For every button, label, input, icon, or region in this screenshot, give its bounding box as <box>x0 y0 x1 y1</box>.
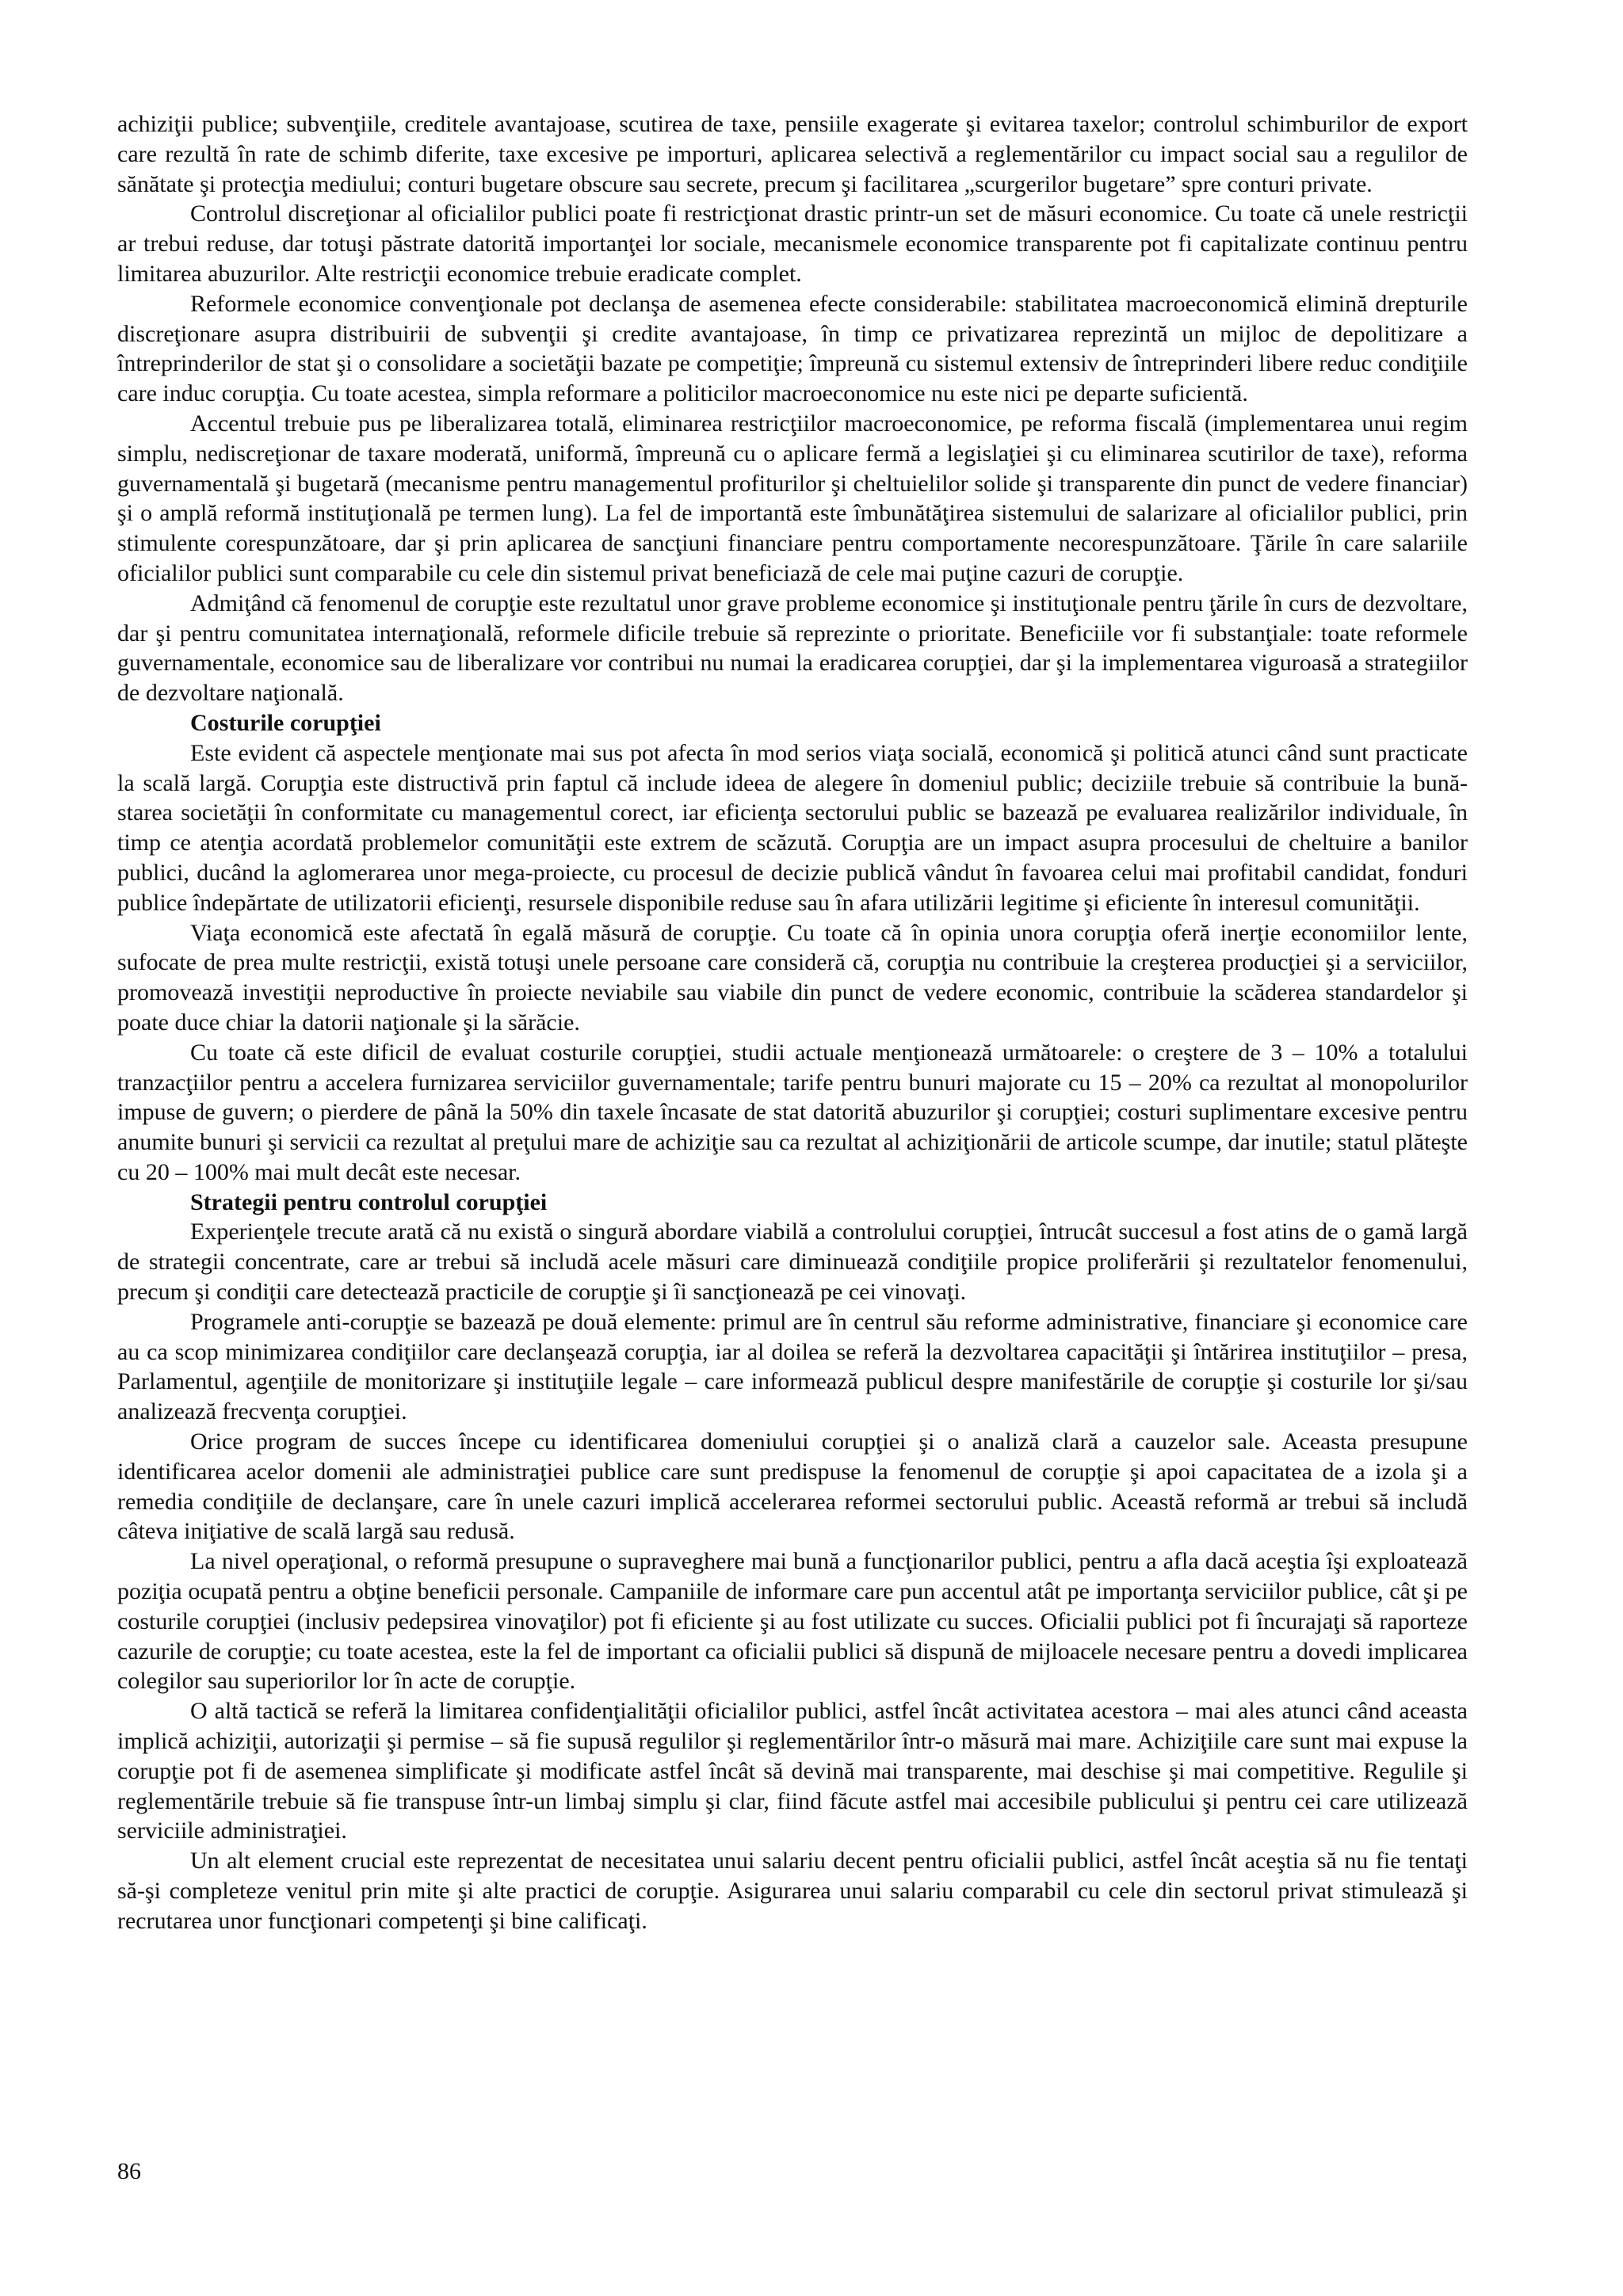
paragraph: Admiţând că fenomenul de corupţie este rezultatul unor grave probleme economice şi instituţionale pentru ţările în curs de dezvoltare, dar şi pentru comunitatea internaţională, reformele dificile trebuie să reprezinte o prioritate. Beneficiile vor fi substanţiale: toate reformele guvernamentale, economice sau de liberalizare vor contribui nu numai la eradicarea corupţiei, dar şi la implementarea viguroasă a strategiilor de dezvoltare naţională. <box>117 589 1468 707</box>
paragraph: Viaţa economică este afectată în egală măsură de corupţie. Cu toate că în opinia unora corupţia oferă inerţie economiilor lente, sufocate de prea multe restricţii, există totuşi unele persoane care consideră că, corupţia nu contribuie la creşterea producţiei şi a serviciilor, promovează investiţii neproductive în proiecte neviabile sau viabile din punct de vedere economic, contribuie la scăderea standardelor şi poate duce chiar la datorii naţionale şi la sărăcie. <box>117 919 1468 1035</box>
paragraph: Accentul trebuie pus pe liberalizarea totală, eliminarea restricţiilor macroeconomice, pe reforma fiscală (implementarea unui regim simplu, nediscreţionar de taxare moderată, uniformă, împreună cu o aplicare fermă a legislaţiei şi cu eliminarea scutirilor de taxe), reforma guvernamentală şi bugetară (mecanisme pentru managementul profiturilor şi cheltuielilor solide şi transparente din punct de vedere financiar) şi o amplă reformă instituţională pe termen lung). La fel de importantă este îmbunătăţirea sistemului de salarizare al oficialilor publici, prin stimulente corespunzătoare, dar şi prin aplicarea de sancţiuni financiare pentru comportamente necorespunzătoare. Ţările în care salariile oficialilor publici sunt comparabile cu cele din sistemul privat beneficiază de cele mai puţine cazuri de corupţie. <box>117 410 1468 586</box>
paragraph: O altă tactică se referă la limitarea confidenţialităţii oficialilor publici, astfel încât activitatea acestora – mai ales atunci când aceasta implică achiziţii, autorizaţii şi permise – să fie supusă regulilor şi reglementărilor într-o măsură mai mare. Achiziţiile care sunt mai expuse la corupţie pot fi de asemenea simplificate şi modificate astfel încât să devină mai transparente, mai deschise şi mai competitive. Regulile şi reglementările trebuie să fie transpuse într-un limbaj simplu şi clar, fiind făcute astfel mai accesibile publicului şi pentru cei care utilizează serviciile administraţiei. <box>117 1698 1468 1844</box>
paragraph: Reformele economice convenţionale pot declanşa de asemenea efecte considerabile: stabilitatea macroeconomică elimină drepturile discreţionare asupra distribuirii de subvenţii şi credite avantajoase, în timp ce privatizarea reprezintă un mijloc de depolitizare a întreprinderilor de stat şi o consolidare a societăţii bazate pe competiţie; împreună cu sistemul extensiv de întreprinderi libere reduc condiţiile care induc corupţia. Cu toate acestea, simpla reformare a politicilor macroeconomice nu este nici pe departe suficientă. <box>117 290 1468 407</box>
section-heading: Costurile corupţiei <box>190 709 381 736</box>
paragraph: Cu toate că este dificil de evaluat costurile corupţiei, studii actuale menţionează următoarele: o creştere de 3 – 10% a totalului tranzacţiilor pentru a accelera furnizarea serviciilor guvernamentale; tarife pentru bunuri majorate cu 15 – 20% ca rezultat al monopolurilor impuse de guvern; o pierdere de până la 50% din taxele încasate de stat datorită abuzurilor şi corupţiei; costuri suplimentare excesive pentru anumite bunuri şi servicii ca rezultat al preţului mare de achiziţie sau ca rezultat al achiziţionării de articole scumpe, dar inutile; statul plăteşte cu 20 – 100% mai mult decât este necesar. <box>117 1039 1468 1185</box>
paragraph: Programele anti-corupţie se bazează pe două elemente: primul are în centrul său reforme administrative, financiare şi economice care au ca scop minimizarea condiţiilor care declanşează corupţia, iar al doilea se referă la dezvoltarea capacităţii şi întărirea instituţiilor – presa, Parlamentul, agenţiile de monitorizare şi instituţiile legale – care informează publicul despre manifestările de corupţie şi costurile lor şi/sau analizează frecvenţa corupţiei. <box>117 1308 1468 1425</box>
paragraph: La nivel operaţional, o reformă presupune o supraveghere mai bună a funcţionarilor publici, pentru a afla dacă aceştia îşi exploatează poziţia ocupată pentru a obţine beneficii personale. Campaniile de informare care pun accentul atât pe importanţa serviciilor publice, cât şi pe costurile corupţiei (inclusiv pedepsirea vinovaţilor) pot fi eficiente şi au fost utilizate cu succes. Oficialii publici pot fi încurajaţi să raporteze cazurile de corupţie; cu toate acestea, este la fel de important ca oficialii publici să dispună de mijloacele necesare pentru a dovedi implicarea colegilor sau superiorilor lor în acte de corupţie. <box>117 1548 1468 1695</box>
section-heading: Strategii pentru controlul corupţiei <box>190 1188 548 1215</box>
paragraph: Orice program de succes începe cu identificarea domeniului corupţiei şi o analiză clară a cauzelor sale. Aceasta presupune identificarea acelor domenii ale administraţiei publice care sunt predispuse la fenomenul de corupţie şi apoi capacitatea de a izola şi a remedia condiţiile de declanşare, care în unele cazuri implică accelerarea reformei sectorului public. Această reformă ar trebui să includă câteva iniţiative de scală largă sau redusă. <box>117 1428 1468 1545</box>
paragraph: Experienţele trecute arată că nu există o singură abordare viabilă a controlului corupţiei, întrucât succesul a fost atins de o gamă largă de strategii concentrate, care ar trebui să includă acele măsuri care diminuează condiţiile propice proliferării şi rezultatelor fenomenului, precum şi condiţii care detectează practicile de corupţie şi îi sancţionează pe cei vinovaţi. <box>117 1219 1468 1306</box>
paragraph: Un alt element crucial este reprezentat de necesitatea unui salariu decent pentru oficialii publici, astfel încât aceştia să nu fie tentaţi să-şi completeze venitul prin mite şi alte practici de corupţie. Asigurarea unui salariu comparabil cu cele din sectorul privat stimulează şi recrutarea unor funcţionari competenţi şi bine calificaţi. <box>117 1848 1468 1934</box>
paragraph: Controlul discreţionar al oficialilor publici poate fi restricţionat drastic printr-un set de măsuri economice. Cu toate că unele restricţii ar trebui reduse, dar totuşi păstrate datorită importanţei lor sociale, mecanismele economice transparente pot fi capitalizate continuu pentru limitarea abuzurilor. Alte restricţii economice trebuie eradicate complet. <box>117 200 1468 287</box>
paragraph: Este evident că aspectele menţionate mai sus pot afecta în mod serios viaţa socială, economică şi politică atunci când sunt practicate la scală largă. Corupţia este distructivă prin faptul că include ideea de alegere în domeniul public; deciziile trebuie să contribuie la bună-starea societăţii în conformitate cu managementul corect, iar eficienţa sectorului public se bazează pe evaluarea realizărilor individuale, în timp ce atenţia acordată problemelor comunităţii este extrem de scăzută. Corupţia are un impact asupra procesului de cheltuire a banilor publici, ducând la aglomerarea unor mega-proiecte, cu procesul de decizie publică vândut în favoarea celui mai profitabil candidat, fonduri publice îndepărtate de utilizatorii eficienţi, resursele disponibile reduse sau în afara utilizării legitime şi eficiente în interesul comunităţii. <box>117 739 1468 916</box>
paragraph: achiziţii publice; subvenţiile, creditele avantajoase, scutirea de taxe, pensiile exagerate şi evitarea taxelor; controlul schimburilor de export care rezultă în rate de schimb diferite, taxe excesive pe importuri, aplicarea selectivă a reglementărilor cu impact social sau a regulilor de sănătate şi protecţia mediului; conturi bugetare obscure sau secrete, precum şi facilitarea „scurgerilor bugetare” spre conturi private. <box>117 111 1468 197</box>
page-number: 86 <box>117 2158 141 2184</box>
